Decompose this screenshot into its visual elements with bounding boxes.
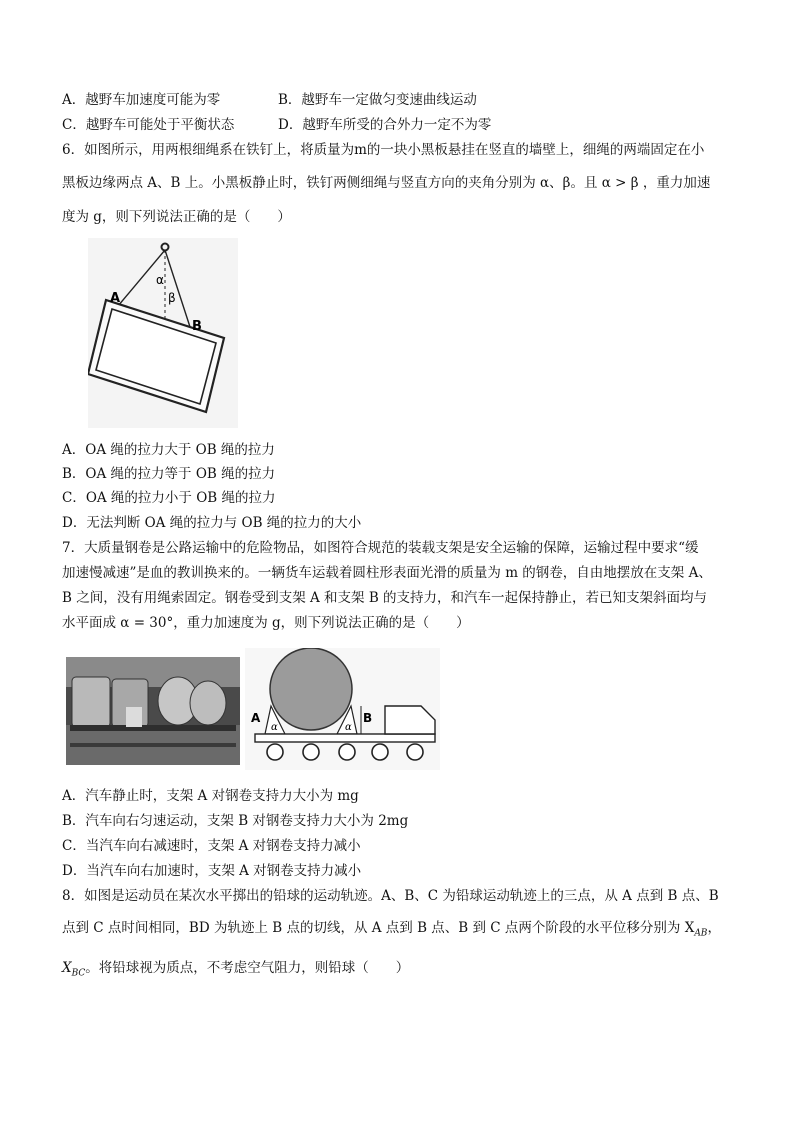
subscript-bc: BC [71,968,86,979]
wheel-2 [303,744,319,760]
steel-coil [270,648,352,730]
wheel-4 [372,744,388,760]
blackboard-figure [88,238,238,428]
point-a-label: A [110,291,121,306]
wheel-3 [339,744,355,760]
wheel-5 [407,744,423,760]
q7-stem-line-1: 7．大质量钢卷是公路运输中的危险物品，如图符合规范的装载支架是安全运输的保障，运输过程中要求“缓 [62,540,699,556]
q6-stem-line-3: 度为 g，则下列说法正确的是（ ） [62,209,291,225]
q5-option-a: A．越野车加速度可能为零 [62,92,221,108]
angle-alpha-label: α [156,273,164,287]
q8-stem-line-1: 8．如图是运动员在某次水平掷出的铅球的运动轨迹。A、B、C 为铅球运动轨迹上的三点，从 A 点到 B 点、B [62,888,719,904]
q7-option-b: B．汽车向右匀速运动，支架 B 对钢卷支持力大小为 2mg [62,813,409,829]
q6-option-d: D．无法判断 OA 绳的拉力与 OB 绳的拉力的大小 [62,515,362,531]
point-b-label: B [192,319,202,334]
q5-option-c: C．越野车可能处于平衡状态 [62,117,235,133]
truck-schematic [245,648,440,770]
q6-option-c: C．OA 绳的拉力小于 OB 绳的拉力 [62,490,276,506]
subscript-ab: AB [694,928,708,939]
q7-stem-line-4: 水平面成 α = 30°，重力加速度为 g，则下列说法正确的是（ ） [62,615,470,631]
coil-1 [72,677,110,727]
photo-bracket [126,707,142,727]
photo-rail [70,725,236,731]
q5-option-b: B．越野车一定做匀变速曲线运动 [278,92,477,108]
q8-line-2-text: 点到 C 点时间相同，BD 为轨迹上 B 点的切线，从 A 点到 B 点、B 到 C 点两个阶段的水平位移分别为 X [62,920,695,936]
photo-rail-lower [70,743,236,747]
q8-stem-line-3 [62,958,409,984]
variable-x: X [62,960,72,976]
q7-option-c: C．当汽车向右减速时，支架 A 对钢卷支持力减小 [62,838,361,854]
q8-line-3-text: 。将铅球视为质点，不考虑空气阻力，则铅球（ ） [85,960,410,976]
coil-4 [190,681,226,725]
angle-alpha-a-label: α [271,722,278,733]
q8-line-2-end: ， [707,920,721,936]
angle-alpha-b-label: α [345,722,352,733]
q6-option-a: A．OA 绳的拉力大于 OB 绳的拉力 [62,442,275,458]
q7-option-d: D．当汽车向右加速时，支架 A 对钢卷支持力减小 [62,863,362,879]
q7-option-a: A．汽车静止时，支架 A 对钢卷支持力大小为 mg [62,788,359,804]
q7-stem-line-2: 加速慢减速”是血的教训换来的。一辆货车运载着圆柱形表面光滑的质量为 m 的钢卷，自由地摆放在支架 A、 [62,565,712,581]
q6-stem-line-2: 黑板边缘两点 A、B 上。小黑板静止时，铁钉两侧细绳与竖直方向的夹角分别为 α、β。且 α > β ，重力加速 [62,175,711,191]
support-b-label: B [363,711,373,725]
truck-bed [255,734,435,742]
q6-option-b: B．OA 绳的拉力等于 OB 绳的拉力 [62,466,276,482]
q6-stem-line-1: 6．如图所示，用两根细绳系在铁钉上，将质量为m的一块小黑板悬挂在竖直的墙壁上，细绳的两端固定在小 [62,142,705,158]
q8-stem-line-2 [62,918,721,944]
steel-coil-photo [66,657,240,765]
angle-beta-label: β [168,291,176,305]
q5-option-d: D．越野车所受的合外力一定不为零 [278,117,492,133]
wheel-1 [267,744,283,760]
support-a-label: A [251,711,261,725]
q7-stem-line-3: B 之间，没有用绳索固定。钢卷受到支架 A 和支架 B 的支持力，和汽车一起保持静止，若已知支架斜面均与 [62,590,708,606]
